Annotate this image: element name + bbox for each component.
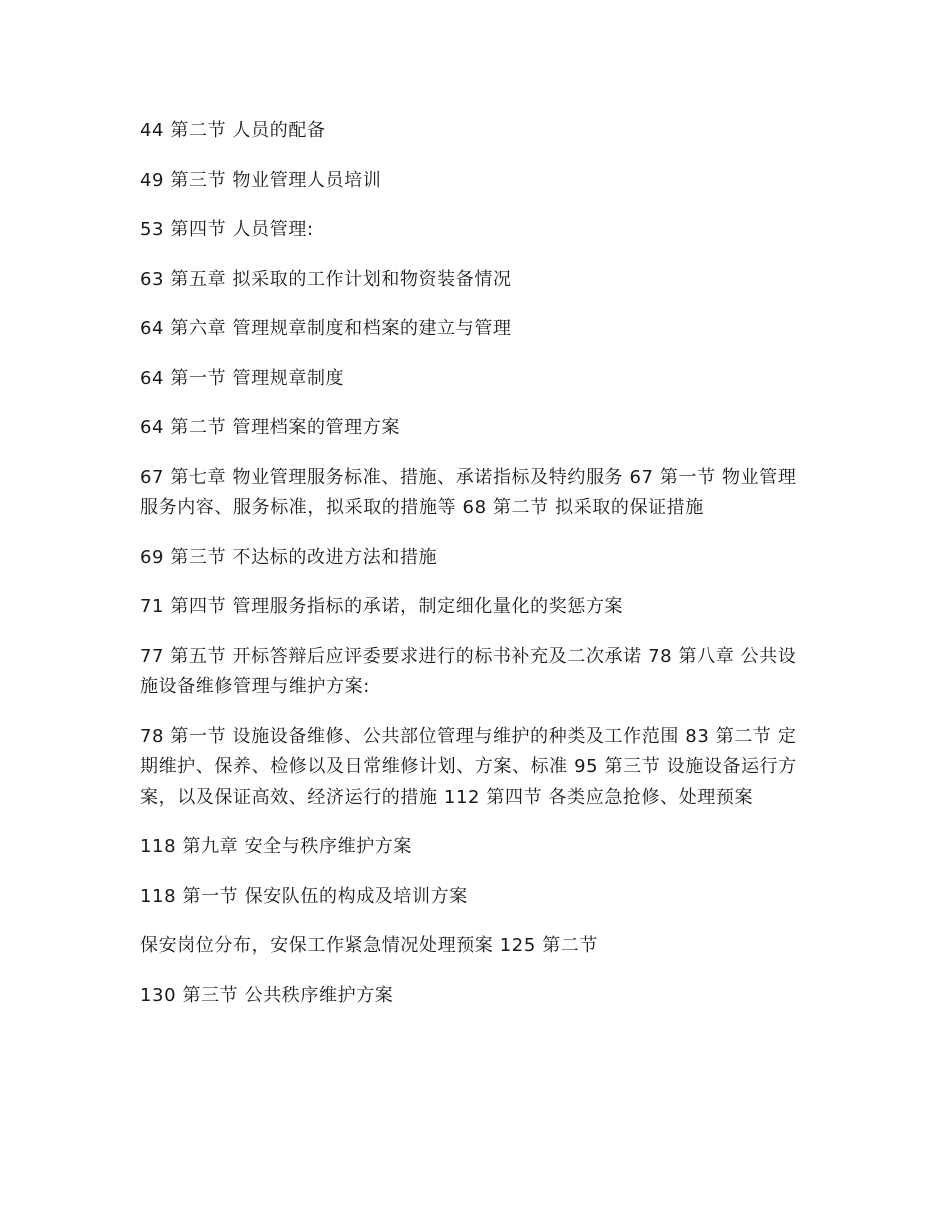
- toc-entry: 118 第一节 保安队伍的构成及培训方案: [140, 885, 468, 907]
- toc-entry: 63 第五章 拟采取的工作计划和物资装备情况: [140, 268, 512, 290]
- toc-entry: 78 第一节 设施设备维修、公共部位管理与维护的种类及工作范围 83 第二节 定期维护、保养、检修以及日常维修计划、方案、标准 95 第三节 设施设备运行方案，以及保证高效、经济运行的措施 112 第四节 各类应急抢修、处理预案: [140, 725, 797, 808]
- toc-entry: 44 第二节 人员的配备: [140, 120, 326, 141]
- toc-entry: 69 第三节 不达标的改进方法和措施: [140, 546, 438, 568]
- toc-entry: 67 第七章 物业管理服务标准、措施、承诺指标及特约服务 67 第一节 物业管理服务内容、服务标准，拟采取的措施等 68 第二节 拟采取的保证措施: [140, 466, 797, 518]
- toc-entry: 53 第四节 人员管理:: [140, 219, 314, 240]
- toc-entry: 49 第三节 物业管理人员培训: [140, 169, 382, 191]
- toc-entry: 77 第五节 开标答辩后应评委要求进行的标书补充及二次承诺 78 第八章 公共设施设备维修管理与维护方案:: [140, 645, 797, 697]
- document-page: [140, 116, 812, 1030]
- toc-entry: 130 第三节 公共秩序维护方案: [140, 984, 394, 1006]
- toc-entry: 64 第二节 管理档案的管理方案: [140, 417, 400, 438]
- toc-entry: 64 第六章 管理规章制度和档案的建立与管理: [140, 318, 512, 339]
- toc-entry: 保安岗位分布，安保工作紧急情况处理预案 125 第二节: [140, 935, 598, 956]
- toc-entry: 64 第一节 管理规章制度: [140, 367, 345, 389]
- toc-entry: 71 第四节 管理服务指标的承诺，制定细化量化的奖惩方案: [140, 596, 624, 617]
- toc-entry: 118 第九章 安全与秩序维护方案: [140, 836, 412, 857]
